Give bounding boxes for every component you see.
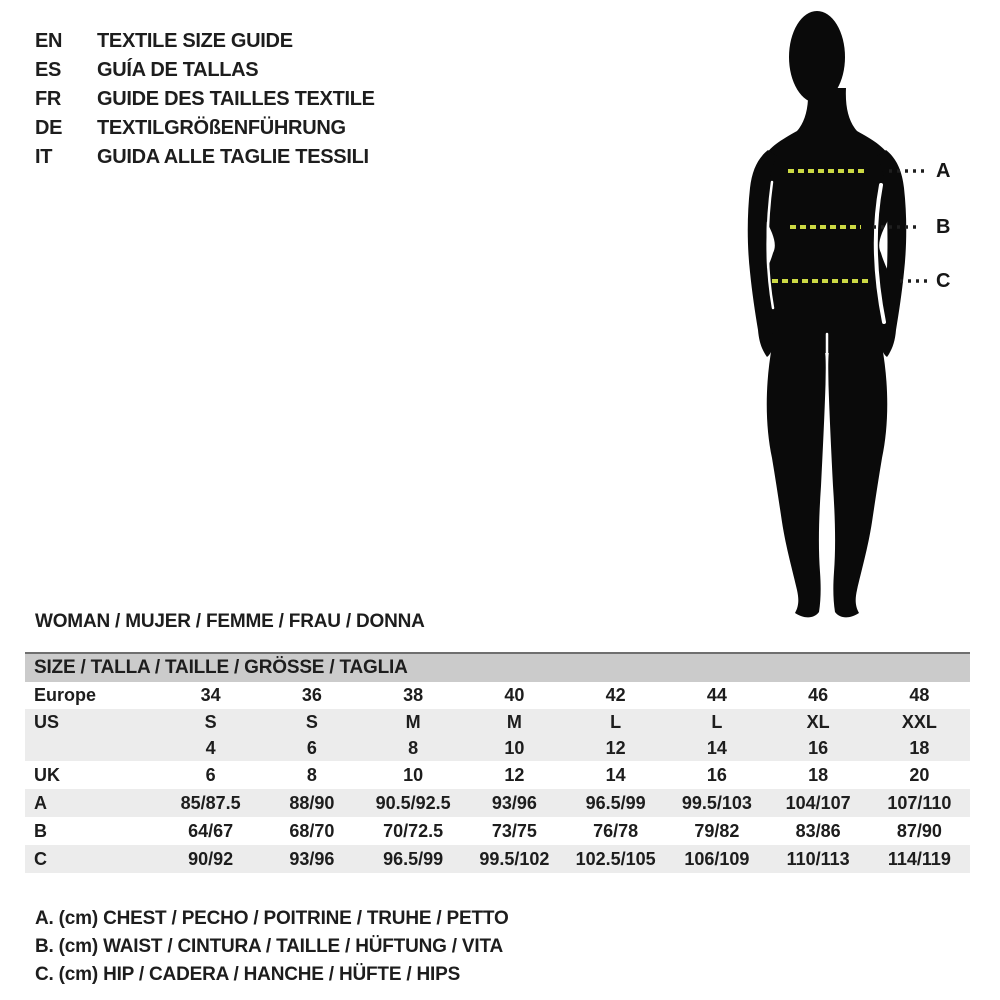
- size-row-us-numbers: [25, 735, 970, 761]
- size-cell: 102.5/105: [575, 848, 656, 869]
- size-cell: 14: [706, 737, 727, 758]
- measure-label-b: B: [936, 216, 951, 238]
- size-cell: 18: [909, 737, 930, 758]
- row-label: B: [34, 820, 47, 841]
- size-cell: 12: [605, 737, 626, 758]
- silhouette-left-leg: [767, 346, 826, 617]
- silhouette-right-leg: [828, 346, 887, 617]
- size-cell: 87/90: [896, 820, 942, 841]
- size-cell: 18: [808, 764, 829, 785]
- size-cell: M: [405, 711, 421, 732]
- size-row-hip: [25, 845, 970, 873]
- size-cell: L: [711, 711, 723, 732]
- lang-label: GUIDE DES TAILLES TEXTILE: [97, 88, 375, 110]
- size-cell: 88/90: [289, 792, 335, 813]
- size-cell: 4: [205, 737, 216, 758]
- size-cell: 16: [808, 737, 829, 758]
- woman-silhouette: [690, 0, 1000, 645]
- size-table: [25, 652, 970, 873]
- lang-row-fr: [35, 85, 375, 114]
- size-cell: 104/107: [785, 792, 851, 813]
- size-cell: 8: [306, 764, 317, 785]
- measure-label-c: C: [936, 270, 951, 292]
- size-cell: 83/86: [795, 820, 841, 841]
- size-cell: 48: [909, 685, 930, 705]
- row-label: C: [34, 848, 47, 869]
- lang-row-it: [35, 143, 375, 172]
- size-cell: 64/67: [188, 820, 234, 841]
- size-cell: L: [610, 711, 622, 732]
- size-cell: S: [305, 711, 318, 732]
- lang-code: ES: [35, 59, 62, 81]
- size-cell: XL: [806, 711, 830, 732]
- size-cell: 70/72.5: [383, 820, 444, 841]
- row-label: Europe: [34, 685, 97, 705]
- lang-label: GUÍA DE TALLAS: [97, 59, 259, 81]
- size-cell: 85/87.5: [180, 792, 241, 813]
- lang-row-de: [35, 114, 375, 143]
- size-cell: 14: [605, 764, 626, 785]
- size-cell: 6: [306, 737, 317, 758]
- size-cell: 106/109: [684, 848, 750, 869]
- row-label: US: [34, 711, 60, 732]
- measure-notes: [35, 905, 509, 989]
- size-cell: 8: [408, 737, 419, 758]
- lang-label: TEXTILE SIZE GUIDE: [97, 30, 293, 52]
- size-cell: 36: [301, 685, 322, 705]
- size-cell: 96.5/99: [383, 848, 444, 869]
- lang-row-es: [35, 56, 375, 85]
- size-cell: 110/113: [786, 848, 850, 869]
- row-label: UK: [34, 764, 60, 785]
- size-cell: 90/92: [188, 848, 234, 869]
- lang-row-en: [35, 27, 375, 56]
- lang-code: DE: [35, 117, 63, 139]
- size-row-waist: [25, 817, 970, 845]
- size-row-europe: [25, 682, 970, 709]
- size-cell: 96.5/99: [585, 792, 646, 813]
- size-cell: 10: [504, 737, 525, 758]
- lang-code: FR: [35, 88, 62, 110]
- size-cell: M: [506, 711, 522, 732]
- size-cell: 12: [504, 764, 525, 785]
- size-cell: 93/96: [289, 848, 335, 869]
- size-row-us-letters: [25, 709, 970, 735]
- size-cell: 76/78: [593, 820, 639, 841]
- size-cell: 93/96: [491, 792, 537, 813]
- size-cell: 44: [706, 685, 727, 705]
- size-cell: 42: [605, 685, 626, 705]
- size-cell: 90.5/92.5: [375, 792, 451, 813]
- size-cell: 34: [200, 685, 221, 705]
- size-cell: 10: [403, 764, 424, 785]
- note-hip: C. (cm) HIP / CADERA / HANCHE / HÜFTE / HIPS: [35, 964, 461, 985]
- size-cell: 73/75: [491, 820, 537, 841]
- size-cell: 99.5/103: [681, 792, 752, 813]
- size-cell: XXL: [901, 711, 937, 732]
- size-row-uk: [25, 761, 970, 789]
- lang-label: GUIDA ALLE TAGLIE TESSILI: [97, 146, 369, 168]
- size-cell: 46: [808, 685, 829, 705]
- note-chest: A. (cm) CHEST / PECHO / POITRINE / TRUHE / PETTO: [35, 908, 509, 929]
- size-table-header: SIZE / TALLA / TAILLE / GRÖSSE / TAGLIA: [25, 654, 970, 682]
- size-cell: 40: [504, 685, 525, 705]
- size-cell: 99.5/102: [479, 848, 550, 869]
- size-cell: 20: [909, 764, 930, 785]
- size-cell: 107/110: [887, 792, 952, 813]
- size-cell: 38: [403, 685, 424, 705]
- language-list: [35, 27, 375, 172]
- lang-label: TEXTILGRÖßENFÜHRUNG: [97, 117, 346, 139]
- row-label: A: [34, 792, 47, 813]
- size-cell: 16: [706, 764, 727, 785]
- lang-code: IT: [35, 146, 53, 168]
- size-cell: 114/119: [887, 848, 951, 869]
- measure-label-a: A: [936, 160, 951, 182]
- size-cell: 79/82: [694, 820, 740, 841]
- note-waist: B. (cm) WAIST / CINTURA / TAILLE / HÜFTUNG / VITA: [35, 936, 503, 957]
- gender-heading: WOMAN / MUJER / FEMME / FRAU / DONNA: [35, 611, 425, 632]
- size-cell: 6: [205, 764, 216, 785]
- size-row-chest: [25, 789, 970, 817]
- size-cell: S: [204, 711, 217, 732]
- size-cell: 68/70: [289, 820, 335, 841]
- lang-code: EN: [35, 30, 63, 52]
